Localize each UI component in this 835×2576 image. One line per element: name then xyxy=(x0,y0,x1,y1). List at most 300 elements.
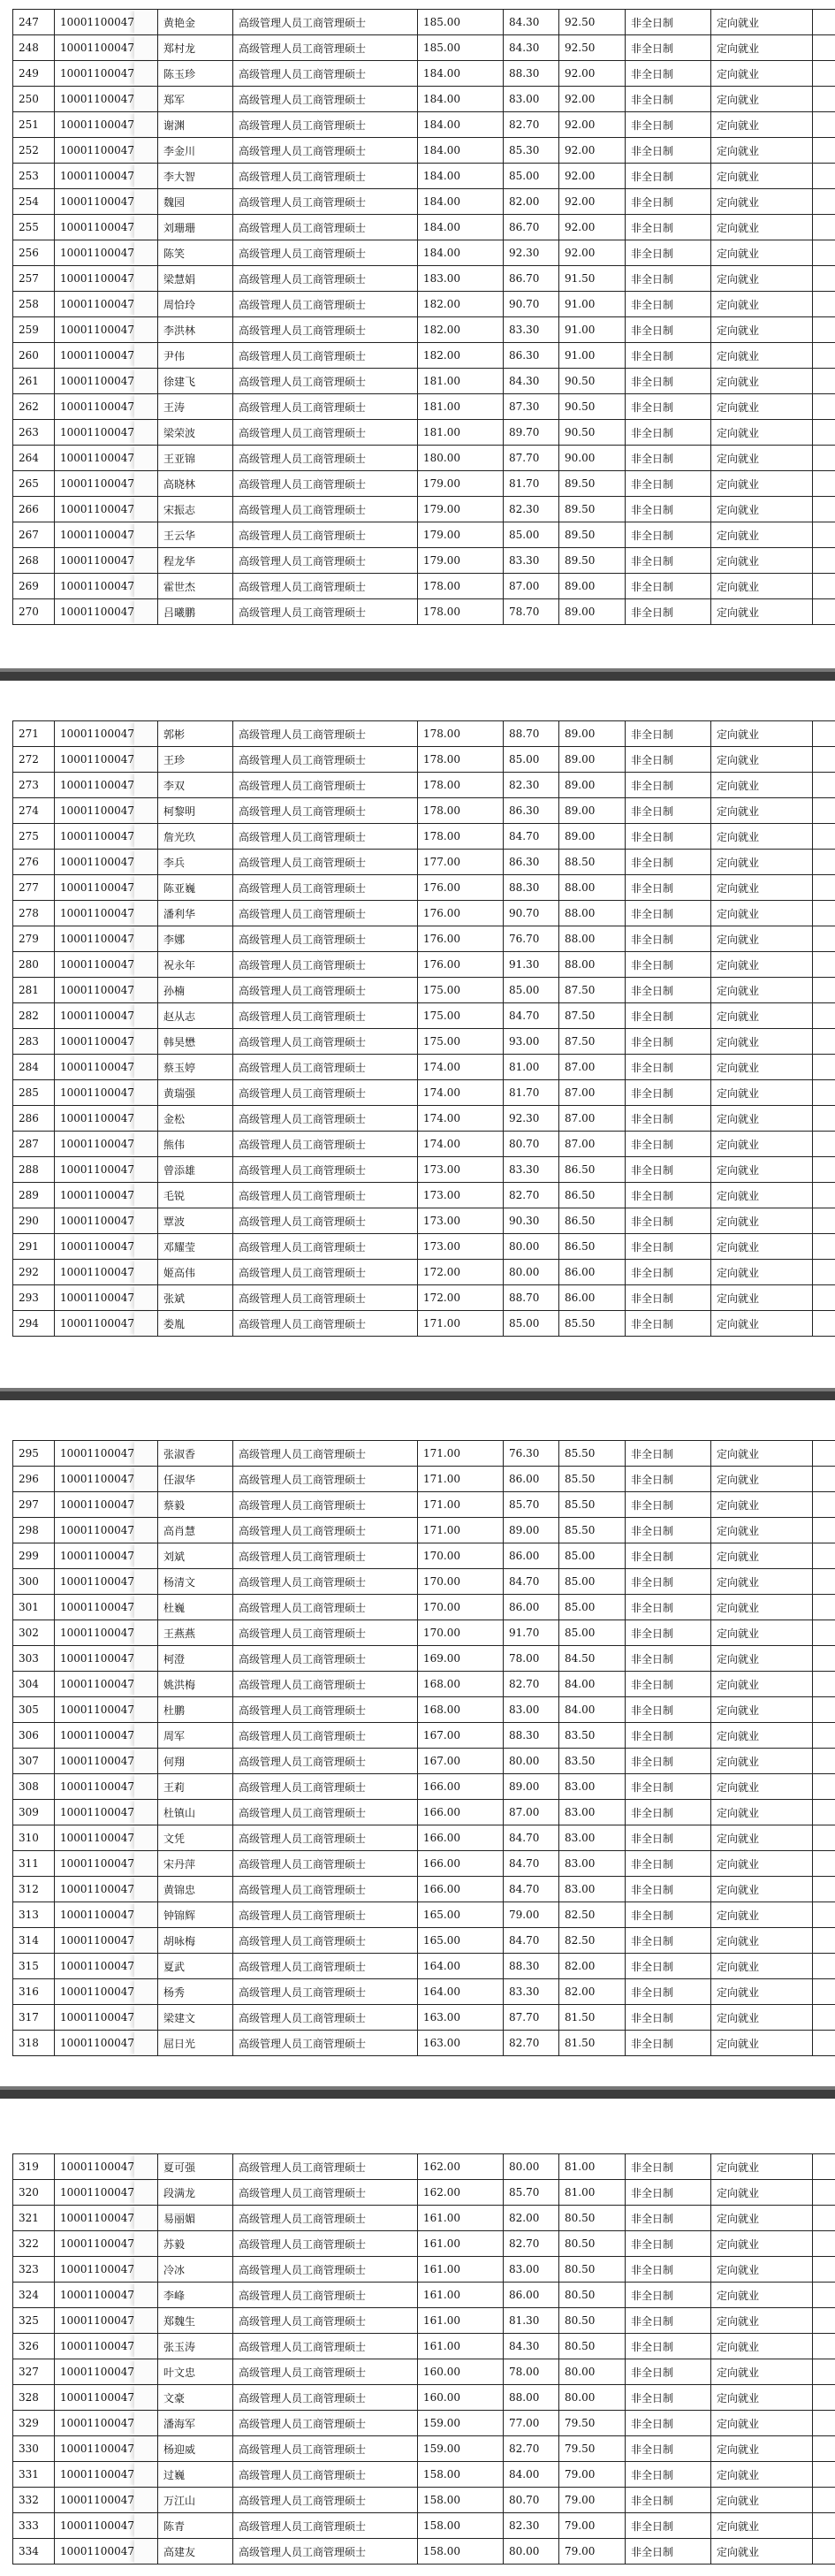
candidate-name: 魏园 xyxy=(158,189,233,215)
total-score: 82.00 xyxy=(559,1954,626,1979)
candidate-name: 娄胤 xyxy=(158,1311,233,1337)
redaction-mask xyxy=(134,62,156,85)
redaction-mask xyxy=(134,1596,156,1619)
table-row xyxy=(13,1080,835,1106)
score-table-page-4 xyxy=(12,2153,835,2565)
initial-score: 178.00 xyxy=(418,798,504,824)
study-mode: 非全日制 xyxy=(626,138,711,164)
candidate-id: 10001100047 xyxy=(55,599,158,625)
empty-cell xyxy=(813,1902,835,1928)
candidate-name: 过巍 xyxy=(158,2462,233,2488)
total-score: 80.50 xyxy=(559,2231,626,2257)
study-mode: 非全日制 xyxy=(626,1543,711,1569)
employment-type: 定向就业 xyxy=(711,1749,813,1774)
interview-score: 89.00 xyxy=(504,1518,559,1543)
empty-cell xyxy=(813,1723,835,1749)
table-row xyxy=(13,215,835,240)
empty-cell xyxy=(813,266,835,292)
candidate-id: 10001100047 xyxy=(55,1851,158,1877)
study-mode: 非全日制 xyxy=(626,61,711,87)
candidate-id: 10001100047 xyxy=(55,394,158,420)
candidate-id: 10001100047 xyxy=(55,721,158,747)
major: 高级管理人员工商管理硕士 xyxy=(233,824,418,850)
employment-type: 定向就业 xyxy=(711,1157,813,1183)
row-index: 257 xyxy=(13,266,55,292)
redaction-mask xyxy=(134,1184,156,1207)
total-score: 92.50 xyxy=(559,10,626,35)
study-mode: 非全日制 xyxy=(626,978,711,1003)
major: 高级管理人员工商管理硕士 xyxy=(233,926,418,952)
study-mode: 非全日制 xyxy=(626,747,711,773)
total-score: 88.00 xyxy=(559,875,626,901)
study-mode: 非全日制 xyxy=(626,2513,711,2539)
employment-type: 定向就业 xyxy=(711,1260,813,1285)
table-row xyxy=(13,2206,835,2231)
initial-score: 160.00 xyxy=(418,2359,504,2385)
candidate-name: 文豪 xyxy=(158,2385,233,2411)
redaction-mask xyxy=(134,902,156,925)
study-mode: 非全日制 xyxy=(626,1029,711,1055)
redaction-mask xyxy=(134,395,156,418)
redaction-mask xyxy=(134,1698,156,1721)
major: 高级管理人员工商管理硕士 xyxy=(233,574,418,599)
employment-type: 定向就业 xyxy=(711,292,813,317)
candidate-id: 10001100047 xyxy=(55,189,158,215)
major: 高级管理人员工商管理硕士 xyxy=(233,1851,418,1877)
empty-cell xyxy=(813,2488,835,2513)
initial-score: 166.00 xyxy=(418,1774,504,1800)
candidate-id: 10001100047 xyxy=(55,2488,158,2513)
initial-score: 178.00 xyxy=(418,824,504,850)
redaction-mask xyxy=(134,1004,156,1027)
major: 高级管理人员工商管理硕士 xyxy=(233,343,418,369)
row-index: 326 xyxy=(13,2334,55,2359)
table-row xyxy=(13,2154,835,2180)
table-row xyxy=(13,1800,835,1825)
table-row xyxy=(13,599,835,625)
initial-score: 174.00 xyxy=(418,1106,504,1132)
candidate-name: 程龙华 xyxy=(158,548,233,574)
total-score: 79.00 xyxy=(559,2513,626,2539)
empty-cell xyxy=(813,1646,835,1672)
study-mode: 非全日制 xyxy=(626,548,711,574)
redaction-mask xyxy=(134,1647,156,1670)
empty-cell xyxy=(813,1492,835,1518)
redaction-mask xyxy=(134,2540,156,2563)
employment-type: 定向就业 xyxy=(711,2257,813,2283)
study-mode: 非全日制 xyxy=(626,2359,711,2385)
redaction-mask xyxy=(134,267,156,290)
interview-score: 92.30 xyxy=(504,240,559,266)
candidate-id: 10001100047 xyxy=(55,2411,158,2436)
redaction-mask xyxy=(134,1980,156,2003)
candidate-id: 10001100047 xyxy=(55,1723,158,1749)
candidate-id: 10001100047 xyxy=(55,497,158,522)
interview-score: 82.00 xyxy=(504,189,559,215)
table-row xyxy=(13,1441,835,1467)
interview-score: 78.70 xyxy=(504,599,559,625)
candidate-name: 夏可强 xyxy=(158,2154,233,2180)
major: 高级管理人员工商管理硕士 xyxy=(233,1825,418,1851)
row-index: 300 xyxy=(13,1569,55,1595)
row-index: 322 xyxy=(13,2231,55,2257)
row-index: 298 xyxy=(13,1518,55,1543)
table-row xyxy=(13,747,835,773)
major: 高级管理人员工商管理硕士 xyxy=(233,1723,418,1749)
interview-score: 84.70 xyxy=(504,1851,559,1877)
interview-score: 90.30 xyxy=(504,1208,559,1234)
major: 高级管理人员工商管理硕士 xyxy=(233,901,418,926)
table-row xyxy=(13,1311,835,1337)
employment-type: 定向就业 xyxy=(711,798,813,824)
initial-score: 172.00 xyxy=(418,1285,504,1311)
candidate-id: 10001100047 xyxy=(55,548,158,574)
row-index: 289 xyxy=(13,1183,55,1208)
candidate-id: 10001100047 xyxy=(55,61,158,87)
redaction-mask xyxy=(134,2006,156,2029)
candidate-id: 10001100047 xyxy=(55,317,158,343)
study-mode: 非全日制 xyxy=(626,112,711,138)
candidate-name: 覃波 xyxy=(158,1208,233,1234)
interview-score: 92.30 xyxy=(504,1106,559,1132)
redaction-mask xyxy=(134,1158,156,1181)
study-mode: 非全日制 xyxy=(626,952,711,978)
employment-type: 定向就业 xyxy=(711,773,813,798)
major: 高级管理人员工商管理硕士 xyxy=(233,61,418,87)
row-index: 313 xyxy=(13,1902,55,1928)
candidate-id: 10001100047 xyxy=(55,1311,158,1337)
empty-cell xyxy=(813,394,835,420)
candidate-id: 10001100047 xyxy=(55,1518,158,1543)
major: 高级管理人员工商管理硕士 xyxy=(233,35,418,61)
initial-score: 178.00 xyxy=(418,773,504,798)
study-mode: 非全日制 xyxy=(626,35,711,61)
employment-type: 定向就业 xyxy=(711,2206,813,2231)
study-mode: 非全日制 xyxy=(626,1672,711,1697)
total-score: 83.50 xyxy=(559,1723,626,1749)
candidate-name: 易丽媚 xyxy=(158,2206,233,2231)
total-score: 92.00 xyxy=(559,215,626,240)
interview-score: 82.70 xyxy=(504,2031,559,2056)
total-score: 79.50 xyxy=(559,2436,626,2462)
row-index: 291 xyxy=(13,1234,55,1260)
empty-cell xyxy=(813,420,835,446)
study-mode: 非全日制 xyxy=(626,10,711,35)
study-mode: 非全日制 xyxy=(626,1877,711,1902)
initial-score: 169.00 xyxy=(418,1646,504,1672)
candidate-name: 杨迎威 xyxy=(158,2436,233,2462)
total-score: 83.00 xyxy=(559,1877,626,1902)
employment-type: 定向就业 xyxy=(711,2334,813,2359)
employment-type: 定向就业 xyxy=(711,2359,813,2385)
employment-type: 定向就业 xyxy=(711,1954,813,1979)
major: 高级管理人员工商管理硕士 xyxy=(233,952,418,978)
empty-cell xyxy=(813,61,835,87)
interview-score: 82.70 xyxy=(504,2436,559,2462)
candidate-id: 10001100047 xyxy=(55,1928,158,1954)
major: 高级管理人员工商管理硕士 xyxy=(233,1646,418,1672)
candidate-id: 10001100047 xyxy=(55,2231,158,2257)
empty-cell xyxy=(813,1749,835,1774)
study-mode: 非全日制 xyxy=(626,1595,711,1620)
redaction-mask xyxy=(134,2031,156,2054)
total-score: 89.50 xyxy=(559,471,626,497)
table-row xyxy=(13,1979,835,2005)
employment-type: 定向就业 xyxy=(711,2005,813,2031)
candidate-id: 10001100047 xyxy=(55,35,158,61)
study-mode: 非全日制 xyxy=(626,1851,711,1877)
redaction-mask xyxy=(134,927,156,950)
study-mode: 非全日制 xyxy=(626,2539,711,2565)
redaction-mask xyxy=(134,575,156,598)
redaction-mask xyxy=(134,190,156,213)
candidate-name: 毛锐 xyxy=(158,1183,233,1208)
candidate-name: 金松 xyxy=(158,1106,233,1132)
row-index: 258 xyxy=(13,292,55,317)
redaction-mask xyxy=(134,2360,156,2383)
employment-type: 定向就业 xyxy=(711,1569,813,1595)
empty-cell xyxy=(813,1800,835,1825)
employment-type: 定向就业 xyxy=(711,189,813,215)
major: 高级管理人员工商管理硕士 xyxy=(233,2231,418,2257)
study-mode: 非全日制 xyxy=(626,2436,711,2462)
candidate-name: 陈玉珍 xyxy=(158,61,233,87)
interview-score: 83.30 xyxy=(504,1157,559,1183)
candidate-name: 王云华 xyxy=(158,522,233,548)
table-row xyxy=(13,574,835,599)
initial-score: 158.00 xyxy=(418,2513,504,2539)
major: 高级管理人员工商管理硕士 xyxy=(233,875,418,901)
total-score: 82.50 xyxy=(559,1928,626,1954)
candidate-name: 李金川 xyxy=(158,138,233,164)
major: 高级管理人员工商管理硕士 xyxy=(233,2154,418,2180)
row-index: 260 xyxy=(13,343,55,369)
study-mode: 非全日制 xyxy=(626,1723,711,1749)
interview-score: 84.70 xyxy=(504,1825,559,1851)
initial-score: 178.00 xyxy=(418,599,504,625)
candidate-id: 10001100047 xyxy=(55,1672,158,1697)
study-mode: 非全日制 xyxy=(626,2005,711,2031)
interview-score: 85.00 xyxy=(504,978,559,1003)
row-index: 248 xyxy=(13,35,55,61)
employment-type: 定向就业 xyxy=(711,875,813,901)
major: 高级管理人员工商管理硕士 xyxy=(233,599,418,625)
redaction-mask xyxy=(134,1852,156,1875)
total-score: 92.00 xyxy=(559,61,626,87)
table-row xyxy=(13,1285,835,1311)
redaction-mask xyxy=(134,370,156,392)
interview-score: 80.00 xyxy=(504,1234,559,1260)
study-mode: 非全日制 xyxy=(626,798,711,824)
total-score: 80.50 xyxy=(559,2308,626,2334)
redaction-mask xyxy=(134,1132,156,1155)
major: 高级管理人员工商管理硕士 xyxy=(233,2206,418,2231)
candidate-name: 刘斌 xyxy=(158,1543,233,1569)
redaction-mask xyxy=(134,722,156,745)
page-divider xyxy=(0,1388,835,1400)
initial-score: 164.00 xyxy=(418,1979,504,2005)
major: 高级管理人员工商管理硕士 xyxy=(233,1260,418,1285)
major: 高级管理人员工商管理硕士 xyxy=(233,1954,418,1979)
study-mode: 非全日制 xyxy=(626,1234,711,1260)
candidate-name: 黄瑞强 xyxy=(158,1080,233,1106)
interview-score: 77.00 xyxy=(504,2411,559,2436)
table-row xyxy=(13,1646,835,1672)
study-mode: 非全日制 xyxy=(626,369,711,394)
candidate-name: 杨秀 xyxy=(158,1979,233,2005)
total-score: 88.00 xyxy=(559,901,626,926)
major: 高级管理人员工商管理硕士 xyxy=(233,1902,418,1928)
candidate-name: 谢渊 xyxy=(158,112,233,138)
row-index: 266 xyxy=(13,497,55,522)
major: 高级管理人员工商管理硕士 xyxy=(233,548,418,574)
initial-score: 184.00 xyxy=(418,61,504,87)
empty-cell xyxy=(813,875,835,901)
employment-type: 定向就业 xyxy=(711,317,813,343)
interview-score: 86.00 xyxy=(504,2283,559,2308)
employment-type: 定向就业 xyxy=(711,1697,813,1723)
candidate-id: 10001100047 xyxy=(55,2385,158,2411)
major: 高级管理人员工商管理硕士 xyxy=(233,2385,418,2411)
major: 高级管理人员工商管理硕士 xyxy=(233,850,418,875)
candidate-id: 10001100047 xyxy=(55,87,158,112)
interview-score: 81.30 xyxy=(504,2308,559,2334)
candidate-name: 周恰玲 xyxy=(158,292,233,317)
empty-cell xyxy=(813,2359,835,2385)
employment-type: 定向就业 xyxy=(711,1672,813,1697)
study-mode: 非全日制 xyxy=(626,2488,711,2513)
interview-score: 89.70 xyxy=(504,420,559,446)
interview-score: 90.70 xyxy=(504,292,559,317)
interview-score: 86.00 xyxy=(504,1543,559,1569)
total-score: 80.00 xyxy=(559,2385,626,2411)
candidate-name: 杜鹏 xyxy=(158,1697,233,1723)
row-index: 253 xyxy=(13,164,55,189)
candidate-name: 郑魏生 xyxy=(158,2308,233,2334)
initial-score: 166.00 xyxy=(418,1825,504,1851)
candidate-name: 高肖慧 xyxy=(158,1518,233,1543)
interview-score: 93.00 xyxy=(504,1029,559,1055)
empty-cell xyxy=(813,2436,835,2462)
candidate-id: 10001100047 xyxy=(55,164,158,189)
empty-cell xyxy=(813,599,835,625)
candidate-name: 胡咏梅 xyxy=(158,1928,233,1954)
table-row xyxy=(13,1877,835,1902)
initial-score: 184.00 xyxy=(418,138,504,164)
empty-cell xyxy=(813,1672,835,1697)
candidate-id: 10001100047 xyxy=(55,2154,158,2180)
redaction-mask xyxy=(134,850,156,873)
employment-type: 定向就业 xyxy=(711,240,813,266)
candidate-name: 陈青 xyxy=(158,2513,233,2539)
table-row xyxy=(13,798,835,824)
empty-cell xyxy=(813,1234,835,1260)
interview-score: 83.30 xyxy=(504,1979,559,2005)
employment-type: 定向就业 xyxy=(711,721,813,747)
total-score: 86.50 xyxy=(559,1208,626,1234)
study-mode: 非全日制 xyxy=(626,1928,711,1954)
row-index: 263 xyxy=(13,420,55,446)
total-score: 83.50 xyxy=(559,1749,626,1774)
redaction-mask xyxy=(134,1056,156,1078)
table-row xyxy=(13,138,835,164)
initial-score: 185.00 xyxy=(418,10,504,35)
candidate-name: 姚洪梅 xyxy=(158,1672,233,1697)
redaction-mask xyxy=(134,600,156,623)
employment-type: 定向就业 xyxy=(711,1877,813,1902)
redaction-mask xyxy=(134,1724,156,1747)
interview-score: 84.30 xyxy=(504,10,559,35)
table-row xyxy=(13,1234,835,1260)
interview-score: 84.00 xyxy=(504,2462,559,2488)
row-index: 328 xyxy=(13,2385,55,2411)
employment-type: 定向就业 xyxy=(711,1029,813,1055)
table-row xyxy=(13,2257,835,2283)
total-score: 80.50 xyxy=(559,2257,626,2283)
study-mode: 非全日制 xyxy=(626,343,711,369)
employment-type: 定向就业 xyxy=(711,548,813,574)
table-row xyxy=(13,2231,835,2257)
total-score: 80.00 xyxy=(559,2359,626,2385)
redaction-mask xyxy=(134,344,156,367)
redaction-mask xyxy=(134,1955,156,1978)
major: 高级管理人员工商管理硕士 xyxy=(233,1080,418,1106)
major: 高级管理人员工商管理硕士 xyxy=(233,266,418,292)
study-mode: 非全日制 xyxy=(626,1979,711,2005)
row-index: 299 xyxy=(13,1543,55,1569)
total-score: 86.00 xyxy=(559,1285,626,1311)
total-score: 85.00 xyxy=(559,1569,626,1595)
initial-score: 176.00 xyxy=(418,952,504,978)
major: 高级管理人员工商管理硕士 xyxy=(233,1928,418,1954)
candidate-name: 姬高伟 xyxy=(158,1260,233,1285)
major: 高级管理人员工商管理硕士 xyxy=(233,2005,418,2031)
candidate-id: 10001100047 xyxy=(55,1132,158,1157)
candidate-id: 10001100047 xyxy=(55,1877,158,1902)
candidate-id: 10001100047 xyxy=(55,446,158,471)
major: 高级管理人员工商管理硕士 xyxy=(233,721,418,747)
major: 高级管理人员工商管理硕士 xyxy=(233,1183,418,1208)
initial-score: 163.00 xyxy=(418,2005,504,2031)
table-row xyxy=(13,824,835,850)
major: 高级管理人员工商管理硕士 xyxy=(233,112,418,138)
employment-type: 定向就业 xyxy=(711,446,813,471)
row-index: 324 xyxy=(13,2283,55,2308)
major: 高级管理人员工商管理硕士 xyxy=(233,215,418,240)
total-score: 85.00 xyxy=(559,1595,626,1620)
empty-cell xyxy=(813,1825,835,1851)
initial-score: 181.00 xyxy=(418,420,504,446)
study-mode: 非全日制 xyxy=(626,1646,711,1672)
total-score: 83.00 xyxy=(559,1800,626,1825)
candidate-id: 10001100047 xyxy=(55,1954,158,1979)
employment-type: 定向就业 xyxy=(711,10,813,35)
empty-cell xyxy=(813,901,835,926)
candidate-name: 王莉 xyxy=(158,1774,233,1800)
empty-cell xyxy=(813,978,835,1003)
study-mode: 非全日制 xyxy=(626,1569,711,1595)
row-index: 255 xyxy=(13,215,55,240)
candidate-id: 10001100047 xyxy=(55,1080,158,1106)
table-row xyxy=(13,1543,835,1569)
total-score: 88.50 xyxy=(559,850,626,875)
candidate-id: 10001100047 xyxy=(55,1234,158,1260)
major: 高级管理人员工商管理硕士 xyxy=(233,497,418,522)
candidate-name: 周军 xyxy=(158,1723,233,1749)
row-index: 250 xyxy=(13,87,55,112)
empty-cell xyxy=(813,10,835,35)
empty-cell xyxy=(813,215,835,240)
